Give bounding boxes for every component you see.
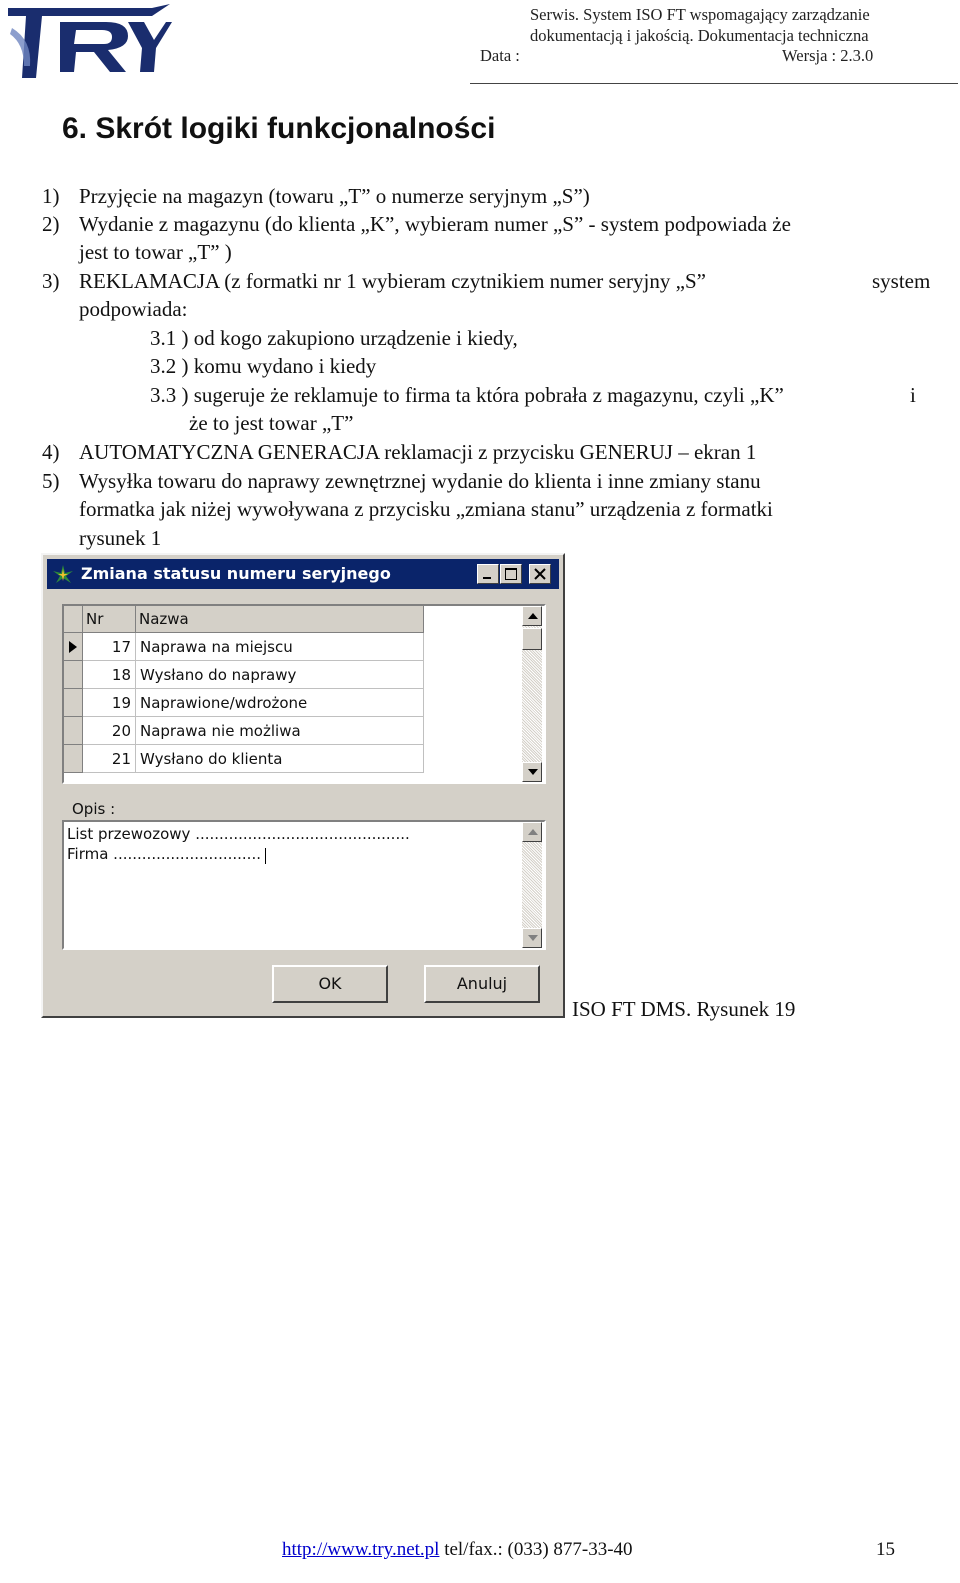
column-header-nazwa[interactable]: Nazwa bbox=[136, 606, 424, 633]
row-indicator bbox=[64, 717, 83, 745]
arrow-up-icon bbox=[527, 612, 539, 620]
list-number: 2) bbox=[42, 212, 60, 236]
header-divider bbox=[470, 83, 958, 84]
list-item-text: REKLAMACJA (z formatki nr 1 wybieram czytnikiem numer seryjny „S” bbox=[79, 269, 706, 293]
table-cell-nazwa[interactable]: Naprawa na miejscu bbox=[136, 633, 424, 661]
table-cell-nr[interactable]: 18 bbox=[83, 661, 136, 689]
row-pointer-icon bbox=[64, 633, 83, 661]
sub-item-text: 3.3 ) sugeruje że reklamuje to firma ta która pobrała z magazynu, czyli „K” bbox=[150, 383, 784, 407]
header-title-line1: Serwis. System ISO FT wspomagający zarządzanie bbox=[530, 5, 870, 24]
scroll-thumb[interactable] bbox=[522, 628, 542, 650]
scroll-down-button[interactable] bbox=[522, 928, 542, 948]
header-title-line2: dokumentacją i jakością. Dokumentacja techniczna bbox=[530, 26, 869, 45]
footer-contact: tel/fax.: (033) 877-33-40 bbox=[439, 1539, 633, 1560]
arrow-down-icon bbox=[527, 934, 539, 942]
list-item-text: formatka jak niżej wywoływana z przycisku „zmiana stanu” urządzenia z formatki bbox=[79, 497, 773, 521]
list-number: 5) bbox=[42, 469, 60, 493]
row-indicator bbox=[64, 689, 83, 717]
table-cell-nazwa[interactable]: Wysłano do klienta bbox=[136, 745, 424, 773]
table-cell-nr[interactable]: 19 bbox=[83, 689, 136, 717]
scroll-down-button[interactable] bbox=[522, 762, 542, 782]
dialog-title: Zmiana statusu numeru seryjnego bbox=[81, 564, 391, 583]
list-number: 4) bbox=[42, 440, 60, 464]
table-cell-nazwa[interactable]: Wysłano do naprawy bbox=[136, 661, 424, 689]
opis-scrollbar[interactable] bbox=[522, 822, 542, 948]
minimize-button[interactable] bbox=[477, 564, 499, 584]
grid-scrollbar[interactable] bbox=[522, 606, 542, 782]
column-header-nr[interactable]: Nr bbox=[83, 606, 136, 633]
sub-item-text: i bbox=[910, 383, 916, 407]
arrow-up-icon bbox=[527, 828, 539, 836]
header-version: Wersja : 2.3.0 bbox=[782, 46, 874, 65]
page-footer bbox=[282, 1539, 902, 1561]
cancel-button[interactable]: Anuluj bbox=[424, 965, 540, 1003]
figure-caption: ISO FT DMS. Rysunek 19 bbox=[572, 997, 796, 1021]
list-item-text: podpowiada: bbox=[79, 297, 188, 321]
table-cell-nr[interactable]: 21 bbox=[83, 745, 136, 773]
opis-label: Opis : bbox=[72, 800, 116, 818]
opis-line: Firma ............................... bbox=[67, 845, 261, 863]
row-indicator bbox=[64, 745, 83, 773]
scroll-up-button[interactable] bbox=[522, 606, 542, 626]
dialog-titlebar[interactable] bbox=[47, 559, 559, 589]
try-logo bbox=[2, 0, 172, 80]
arrow-down-icon bbox=[527, 768, 539, 776]
sub-item-text: 3.2 ) komu wydano i kiedy bbox=[150, 354, 377, 378]
close-button[interactable] bbox=[529, 564, 551, 584]
list-item-text: Przyjęcie na magazyn (towaru „T” o numerze seryjnym „S”) bbox=[79, 184, 590, 208]
list-number: 1) bbox=[42, 184, 60, 208]
minimize-icon bbox=[481, 567, 495, 581]
opis-textarea[interactable] bbox=[62, 820, 546, 950]
sub-item-text: że to jest towar „T” bbox=[189, 411, 354, 435]
list-item-text: Wydanie z magazynu (do klienta „K”, wybieram numer „S” - system podpowiada że bbox=[79, 212, 791, 236]
list-item-text: system bbox=[872, 269, 931, 293]
text-caret bbox=[265, 848, 266, 864]
close-icon bbox=[533, 567, 547, 581]
sub-item-text: 3.1 ) od kogo zakupiono urządzenie i kiedy, bbox=[150, 326, 518, 350]
website-link[interactable]: http://www.try.net.pl bbox=[282, 1539, 440, 1560]
header-date-label: Data : bbox=[480, 46, 520, 65]
row-indicator bbox=[64, 633, 83, 661]
app-icon bbox=[51, 563, 75, 585]
table-cell-nazwa[interactable]: Naprawione/wdrożone bbox=[136, 689, 424, 717]
table-cell-nazwa[interactable]: Naprawa nie możliwa bbox=[136, 717, 424, 745]
scroll-up-button[interactable] bbox=[522, 822, 542, 842]
table-cell-nr[interactable]: 17 bbox=[83, 633, 136, 661]
status-grid[interactable] bbox=[62, 604, 546, 784]
page-number: 15 bbox=[876, 1539, 895, 1560]
ok-button[interactable]: OK bbox=[272, 965, 388, 1003]
status-change-dialog bbox=[41, 553, 565, 1018]
list-item-text: rysunek 1 bbox=[79, 526, 162, 550]
list-number: 3) bbox=[42, 269, 60, 293]
list-item-text: jest to towar „T” ) bbox=[79, 240, 232, 264]
opis-line: List przewozowy ............................................. bbox=[67, 825, 410, 843]
table-cell-nr[interactable]: 20 bbox=[83, 717, 136, 745]
list-item-text: AUTOMATYCZNA GENERACJA reklamacji z przycisku GENERUJ – ekran 1 bbox=[79, 440, 757, 464]
maximize-button[interactable] bbox=[500, 564, 522, 584]
row-indicator bbox=[64, 661, 83, 689]
list-item-text: Wysyłka towaru do naprawy zewnętrznej wydanie do klienta i inne zmiany stanu bbox=[79, 469, 761, 493]
section-heading: 6. Skrót logiki funkcjonalności bbox=[62, 112, 496, 145]
maximize-icon bbox=[504, 567, 518, 581]
grid-corner bbox=[64, 606, 83, 633]
